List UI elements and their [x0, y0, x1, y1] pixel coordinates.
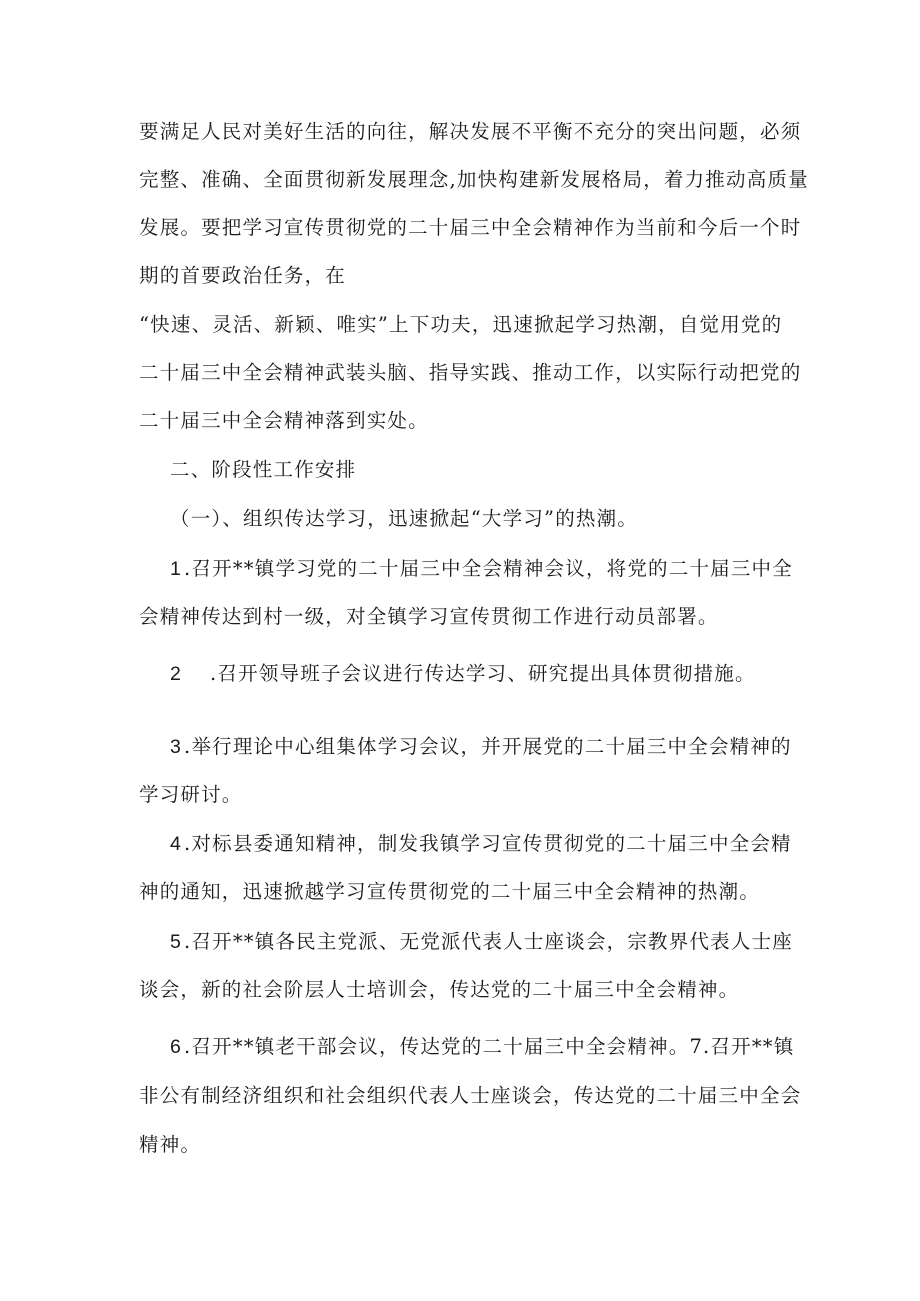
item-first-line — [170, 1033, 794, 1061]
text-line: 二十届三中全会精神落到实处。 — [139, 409, 429, 432]
item-first-line — [170, 555, 793, 583]
text-line: 期的首要政治任务，在 — [139, 264, 347, 287]
item-number: 6 — [170, 1036, 183, 1058]
item-text: .举行理论中心组集体学习会议，并开展党的二十届三中全会精神的 — [184, 735, 792, 758]
item-text: .召开**镇学习党的二十届三中全会精神会议，将党的二十届三中全 — [184, 557, 793, 580]
item-first-line — [170, 928, 793, 956]
item-number: 3 — [170, 736, 183, 758]
text-line: “快速、灵活、新颖、唯实”上下功夫，迅速掀起学习热潮，自觉用党的 — [139, 313, 783, 336]
item-rest-line: 精神。 — [139, 1133, 202, 1156]
section-heading: 二、阶段性工作安排 — [170, 458, 357, 481]
item-first-line — [170, 660, 756, 688]
item-rest-line: 学习研讨。 — [139, 783, 243, 806]
item-number: 1 — [170, 558, 183, 580]
item-first-line — [170, 733, 792, 761]
item-text: .对标县委通知精神，制发我镇学习宣传贯彻党的二十届三中全会精 — [184, 832, 792, 855]
text-line: 发展。要把学习宣传贯彻党的二十届三中全会精神作为当前和今后一个时 — [139, 216, 802, 239]
item-number: 2 — [170, 663, 183, 685]
item-first-line — [170, 830, 792, 858]
item-rest-line: 会精神传达到村一级，对全镇学习宣传贯彻工作进行动员部署。 — [139, 605, 719, 628]
text-line: 二十届三中全会精神武装头脑、指导实践、推动工作，以实际行动把党的 — [139, 361, 802, 384]
text-line: 要满足人民对美好生活的向往，解决发展不平衡不充分的突出问题，必须 — [139, 120, 802, 143]
item-number: 5 — [170, 931, 183, 953]
item-number: 4 — [170, 833, 183, 855]
item-text: .召开领导班子会议进行传达学习、研究提出具体贯彻措施。 — [210, 662, 756, 685]
text-line: 完整、准确、全面贯彻新发展理念,加快构建新发展格局，着力推动高质量 — [139, 168, 809, 191]
subsection-heading: （一）、组织传达学习，迅速掀起“大学习”的热潮。 — [170, 507, 638, 530]
item-rest-line: 谈会，新的社会阶层人士培训会，传达党的二十届三中全会精神。 — [139, 978, 740, 1001]
item-text: .召开**镇各民主党派、无党派代表人士座谈会，宗教界代表人士座 — [184, 930, 793, 953]
item-rest-line: 非公有制经济组织和社会组织代表人士座谈会，传达党的二十届三中全会 — [139, 1084, 802, 1107]
item-text: .召开**镇老干部会议，传达党的二十届三中全会精神。7.召开**镇 — [184, 1035, 795, 1058]
item-rest-line: 神的通知，迅速掀越学习宣传贯彻党的二十届三中全会精神的热潮。 — [139, 880, 761, 903]
